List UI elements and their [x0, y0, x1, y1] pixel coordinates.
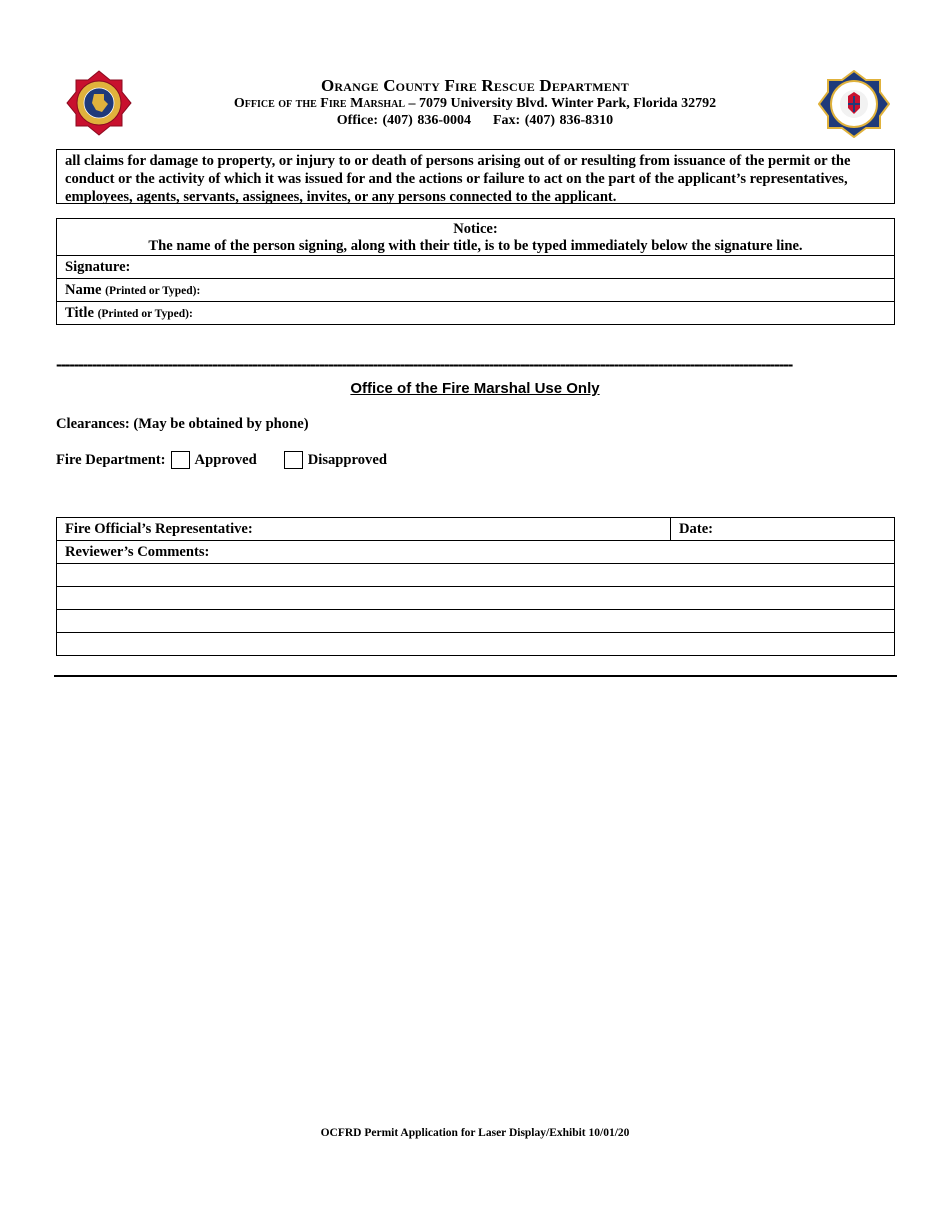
review-table [56, 517, 895, 656]
notice-label: Notice: [453, 220, 498, 237]
section-end-rule [54, 675, 897, 677]
title-field[interactable] [57, 302, 895, 325]
fax-number: Fax: (407) 836-8310 [492, 113, 614, 128]
date-field[interactable] [671, 518, 895, 541]
date-label: Date: [679, 520, 714, 537]
comments-label-cell [57, 541, 895, 564]
approved-label: Approved [194, 451, 257, 468]
title-hint: (Printed or Typed): [97, 307, 193, 320]
name-field[interactable] [57, 279, 895, 302]
fire-department-label: Fire Department: [56, 451, 166, 468]
office-phone: Office: (407) 836-0004 [336, 113, 471, 128]
department-title: Orange County Fire Rescue Department [320, 76, 630, 95]
signature-table [56, 218, 895, 325]
notice-text: The name of the person signing, along with their title, is to be typed immediately below the signature line. [148, 237, 803, 254]
form-footer: OCFRD Permit Application for Laser Display/Exhibit 10/01/20 [320, 1127, 630, 1139]
fire-marshal-use-only-heading: Office of the Fire Marshal Use Only [350, 380, 600, 397]
contact-line [150, 112, 800, 129]
office-line [150, 95, 800, 112]
right-fire-rescue-seal-logo [818, 70, 890, 138]
office-address: – 7079 University Blvd. Winter Park, Florida 32792 [405, 96, 717, 111]
notice-cell [57, 219, 895, 256]
name-hint: (Printed or Typed): [105, 284, 201, 297]
fire-department-row [56, 451, 387, 469]
comment-line[interactable] [57, 610, 895, 633]
letterhead [150, 76, 800, 129]
comment-line[interactable] [57, 564, 895, 587]
representative-label: Fire Official’s Representative: [65, 520, 253, 537]
disapproved-checkbox[interactable] [284, 451, 303, 469]
left-fire-rescue-seal-logo [66, 70, 132, 136]
claims-clause: all claims for damage to property, or injury to or death of persons arising out of or resulting from issuance of the permit or the conduct or the activity of which it was issued for and the actions or failure to act on the part of the applicant’s representatives, employees, agents, servants, assignees, invites, or any persons connected to the applicant. [56, 149, 895, 204]
clearances-label: Clearances: (May be obtained by phone) [56, 416, 309, 432]
name-label: Name [65, 281, 102, 298]
approved-checkbox[interactable] [171, 451, 190, 469]
comments-label: Reviewer’s Comments: [65, 543, 210, 560]
comment-line[interactable] [57, 633, 895, 656]
office-name: Office of the Fire Marshal [233, 96, 405, 111]
disapproved-label: Disapproved [307, 451, 387, 468]
comment-line[interactable] [57, 587, 895, 610]
approved-option [166, 451, 257, 469]
dashed-separator: --------------------------------------------------------------------------------------------------------------------------------------------------------------------- [56, 355, 793, 374]
disapproved-option [279, 451, 387, 469]
signature-label: Signature: [65, 258, 131, 275]
signature-field[interactable] [57, 256, 895, 279]
representative-field[interactable] [57, 518, 671, 541]
title-label: Title [65, 304, 94, 321]
